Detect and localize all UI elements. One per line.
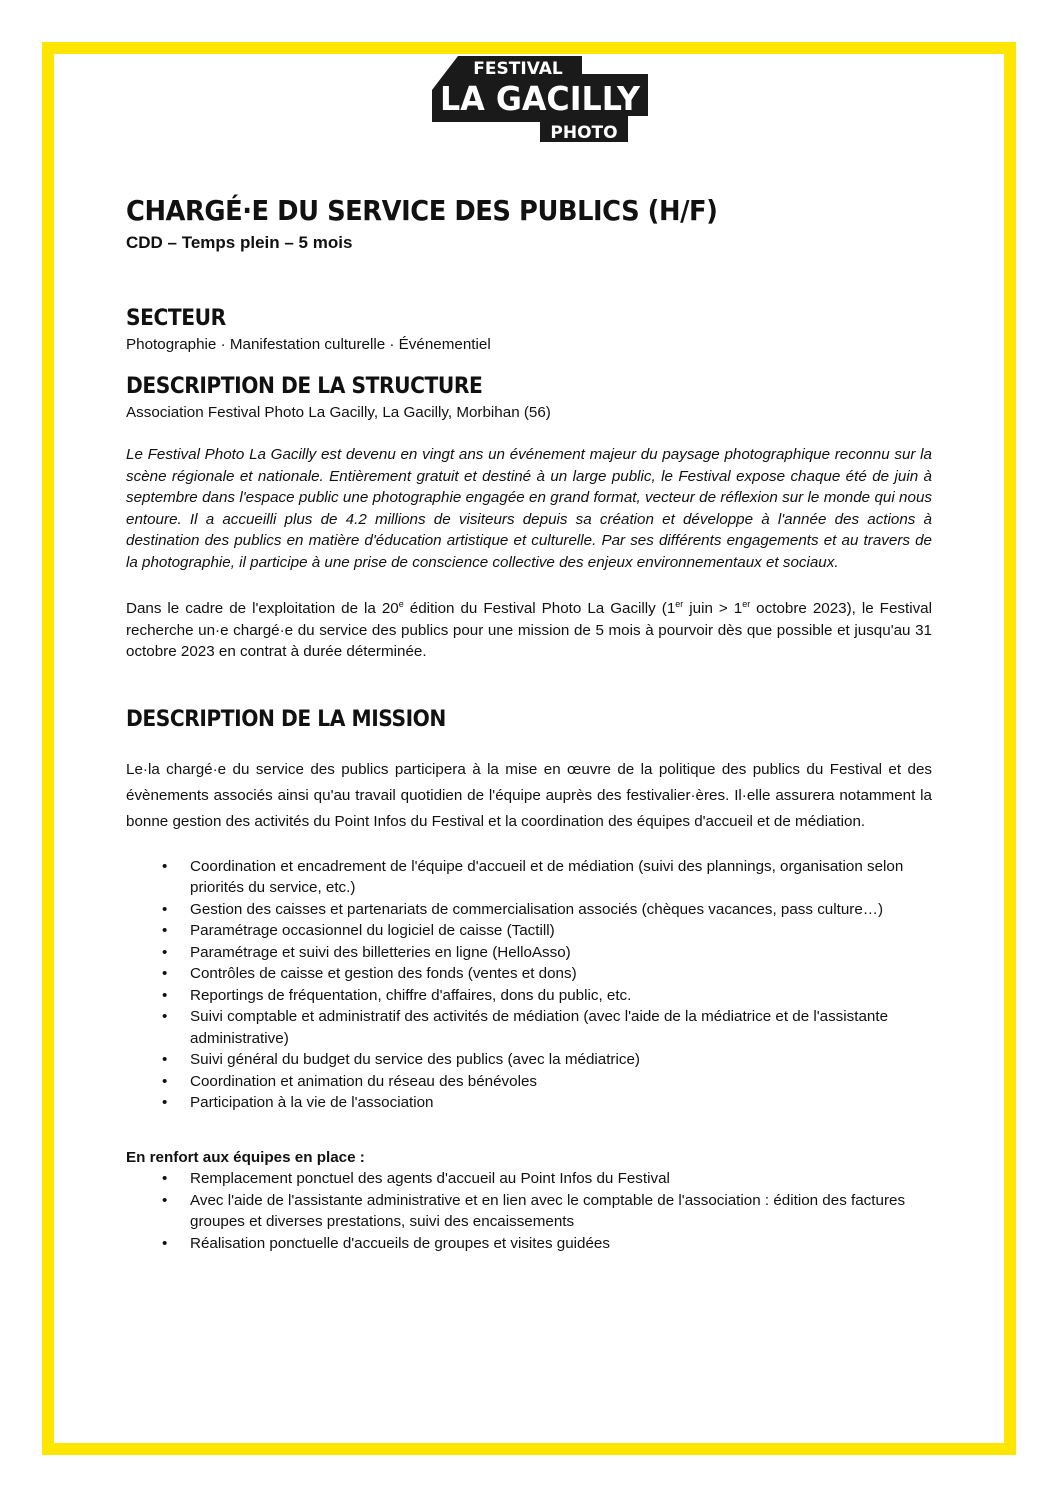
mission-intro: Le·la chargé·e du service des publics participera à la mise en œuvre de la politique des publics du Festival et des évènements associés ainsi qu'au travail quotidien de l'équipe auprès des festivalier·ères. Il·elle assurera notamment la bonne gestion des activités du Point Infos du Festival et la coordination des équipes d'accueil et de médiation.: [126, 760, 932, 830]
bullet-icon: •: [162, 1170, 168, 1188]
list-item: • Coordination et encadrement de l'équipe d'accueil et de médiation (suivi des plannings, organisation selon priorités du service, etc.): [162, 857, 904, 897]
bullet-icon: •: [162, 922, 168, 940]
bullet-icon: •: [162, 1234, 168, 1252]
bullet-icon: •: [162, 1191, 168, 1209]
bullet-icon: •: [162, 1051, 168, 1069]
bullet-icon: •: [162, 1094, 168, 1112]
structure-context: Dans le cadre de l'exploitation de la 20e édition du Festival Photo La Gacilly (1er juin > 1er octobre 2023), le Festival recherche un·e chargé·e du service des publics pour une mission de 5 mois à pourvoir dès que possible et jusqu'au 31 octobre 2023 en contrat à durée déterminée.: [126, 599, 932, 661]
structure-heading: DESCRIPTION DE LA STRUCTURE: [126, 373, 483, 399]
list-item: • Paramétrage et suivi des billetteries en ligne (HelloAsso): [190, 942, 932, 964]
list-item: • Coordination et animation du réseau des bénévoles: [190, 1071, 932, 1093]
support-label: En renfort aux équipes en place :: [126, 1148, 365, 1166]
structure-address: Association Festival Photo La Gacilly, La Gacilly, Morbihan (56): [126, 403, 551, 421]
mission-heading: DESCRIPTION DE LA MISSION: [126, 706, 446, 732]
secteur-heading: SECTEUR: [126, 306, 226, 331]
document-body: [126, 192, 932, 1254]
bullet-icon: •: [162, 965, 168, 983]
bullet-icon: •: [162, 943, 168, 961]
list-item: • Suivi général du budget du service des publics (avec la médiatrice): [190, 1049, 932, 1071]
bullet-icon: •: [162, 1008, 168, 1026]
bullet-icon: •: [162, 900, 168, 918]
mission-list: [126, 856, 932, 1114]
list-item: • Paramétrage occasionnel du logiciel de caisse (Tactill): [190, 920, 932, 942]
list-item: • Reportings de fréquentation, chiffre d'affaires, dons du public, etc.: [190, 985, 932, 1007]
page-title: CHARGÉ·E DU SERVICE DES PUBLICS (H/F): [126, 194, 718, 227]
logo-line3: PHOTO: [550, 123, 618, 143]
list-item: • Participation à la vie de l'association: [190, 1092, 932, 1114]
support-list: [126, 1168, 932, 1254]
secteur-text: Photographie · Manifestation culturelle · Événementiel: [126, 336, 491, 353]
list-item: • Suivi comptable et administratif des activités de médiation (avec l'aide de la médiatrice et de l'assistante administrative): [162, 1008, 889, 1047]
structure-intro: Le Festival Photo La Gacilly est devenu en vingt ans un événement majeur du paysage photographique reconnu sur la scène régionale et nationale. Entièrement gratuit et destiné à un large public, le Festival expose chaque été de juin à septembre dans l'espace public une photographie engagée en grand format, vecteur de réflexion sur le monde qui nous entoure. Il a accueilli plus de 4.2 millions de visiteurs depuis sa création et développe à l'année des actions à destination des publics en matière d'éducation artistique et culturelle. Par ses différents engagements et au travers de la photographie, il participe à une prise de conscience collective des enjeux environnementaux et sociaux.: [126, 446, 932, 571]
list-item: • Gestion des caisses et partenariats de commercialisation associés (chèques vacances, pass culture…): [190, 899, 932, 921]
logo-line1: FESTIVAL: [473, 59, 563, 79]
list-item: • Remplacement ponctuel des agents d'accueil au Point Infos du Festival: [190, 1168, 932, 1190]
logo-line2: LA GACILLY: [440, 79, 642, 118]
list-item: • Réalisation ponctuelle d'accueils de groupes et visites guidées: [190, 1233, 932, 1255]
bullet-icon: •: [162, 986, 168, 1004]
list-item: • Avec l'aide de l'assistante administrative et en lien avec le comptable de l'association : édition des factures groupes et diverses prestations, suivi des encaissements: [162, 1191, 906, 1231]
bullet-icon: •: [162, 1072, 168, 1090]
list-item: • Contrôles de caisse et gestion des fonds (ventes et dons): [190, 963, 932, 985]
bullet-icon: •: [162, 857, 168, 875]
contract-subtitle: CDD – Temps plein – 5 mois: [126, 233, 353, 252]
festival-logo: [430, 54, 655, 146]
